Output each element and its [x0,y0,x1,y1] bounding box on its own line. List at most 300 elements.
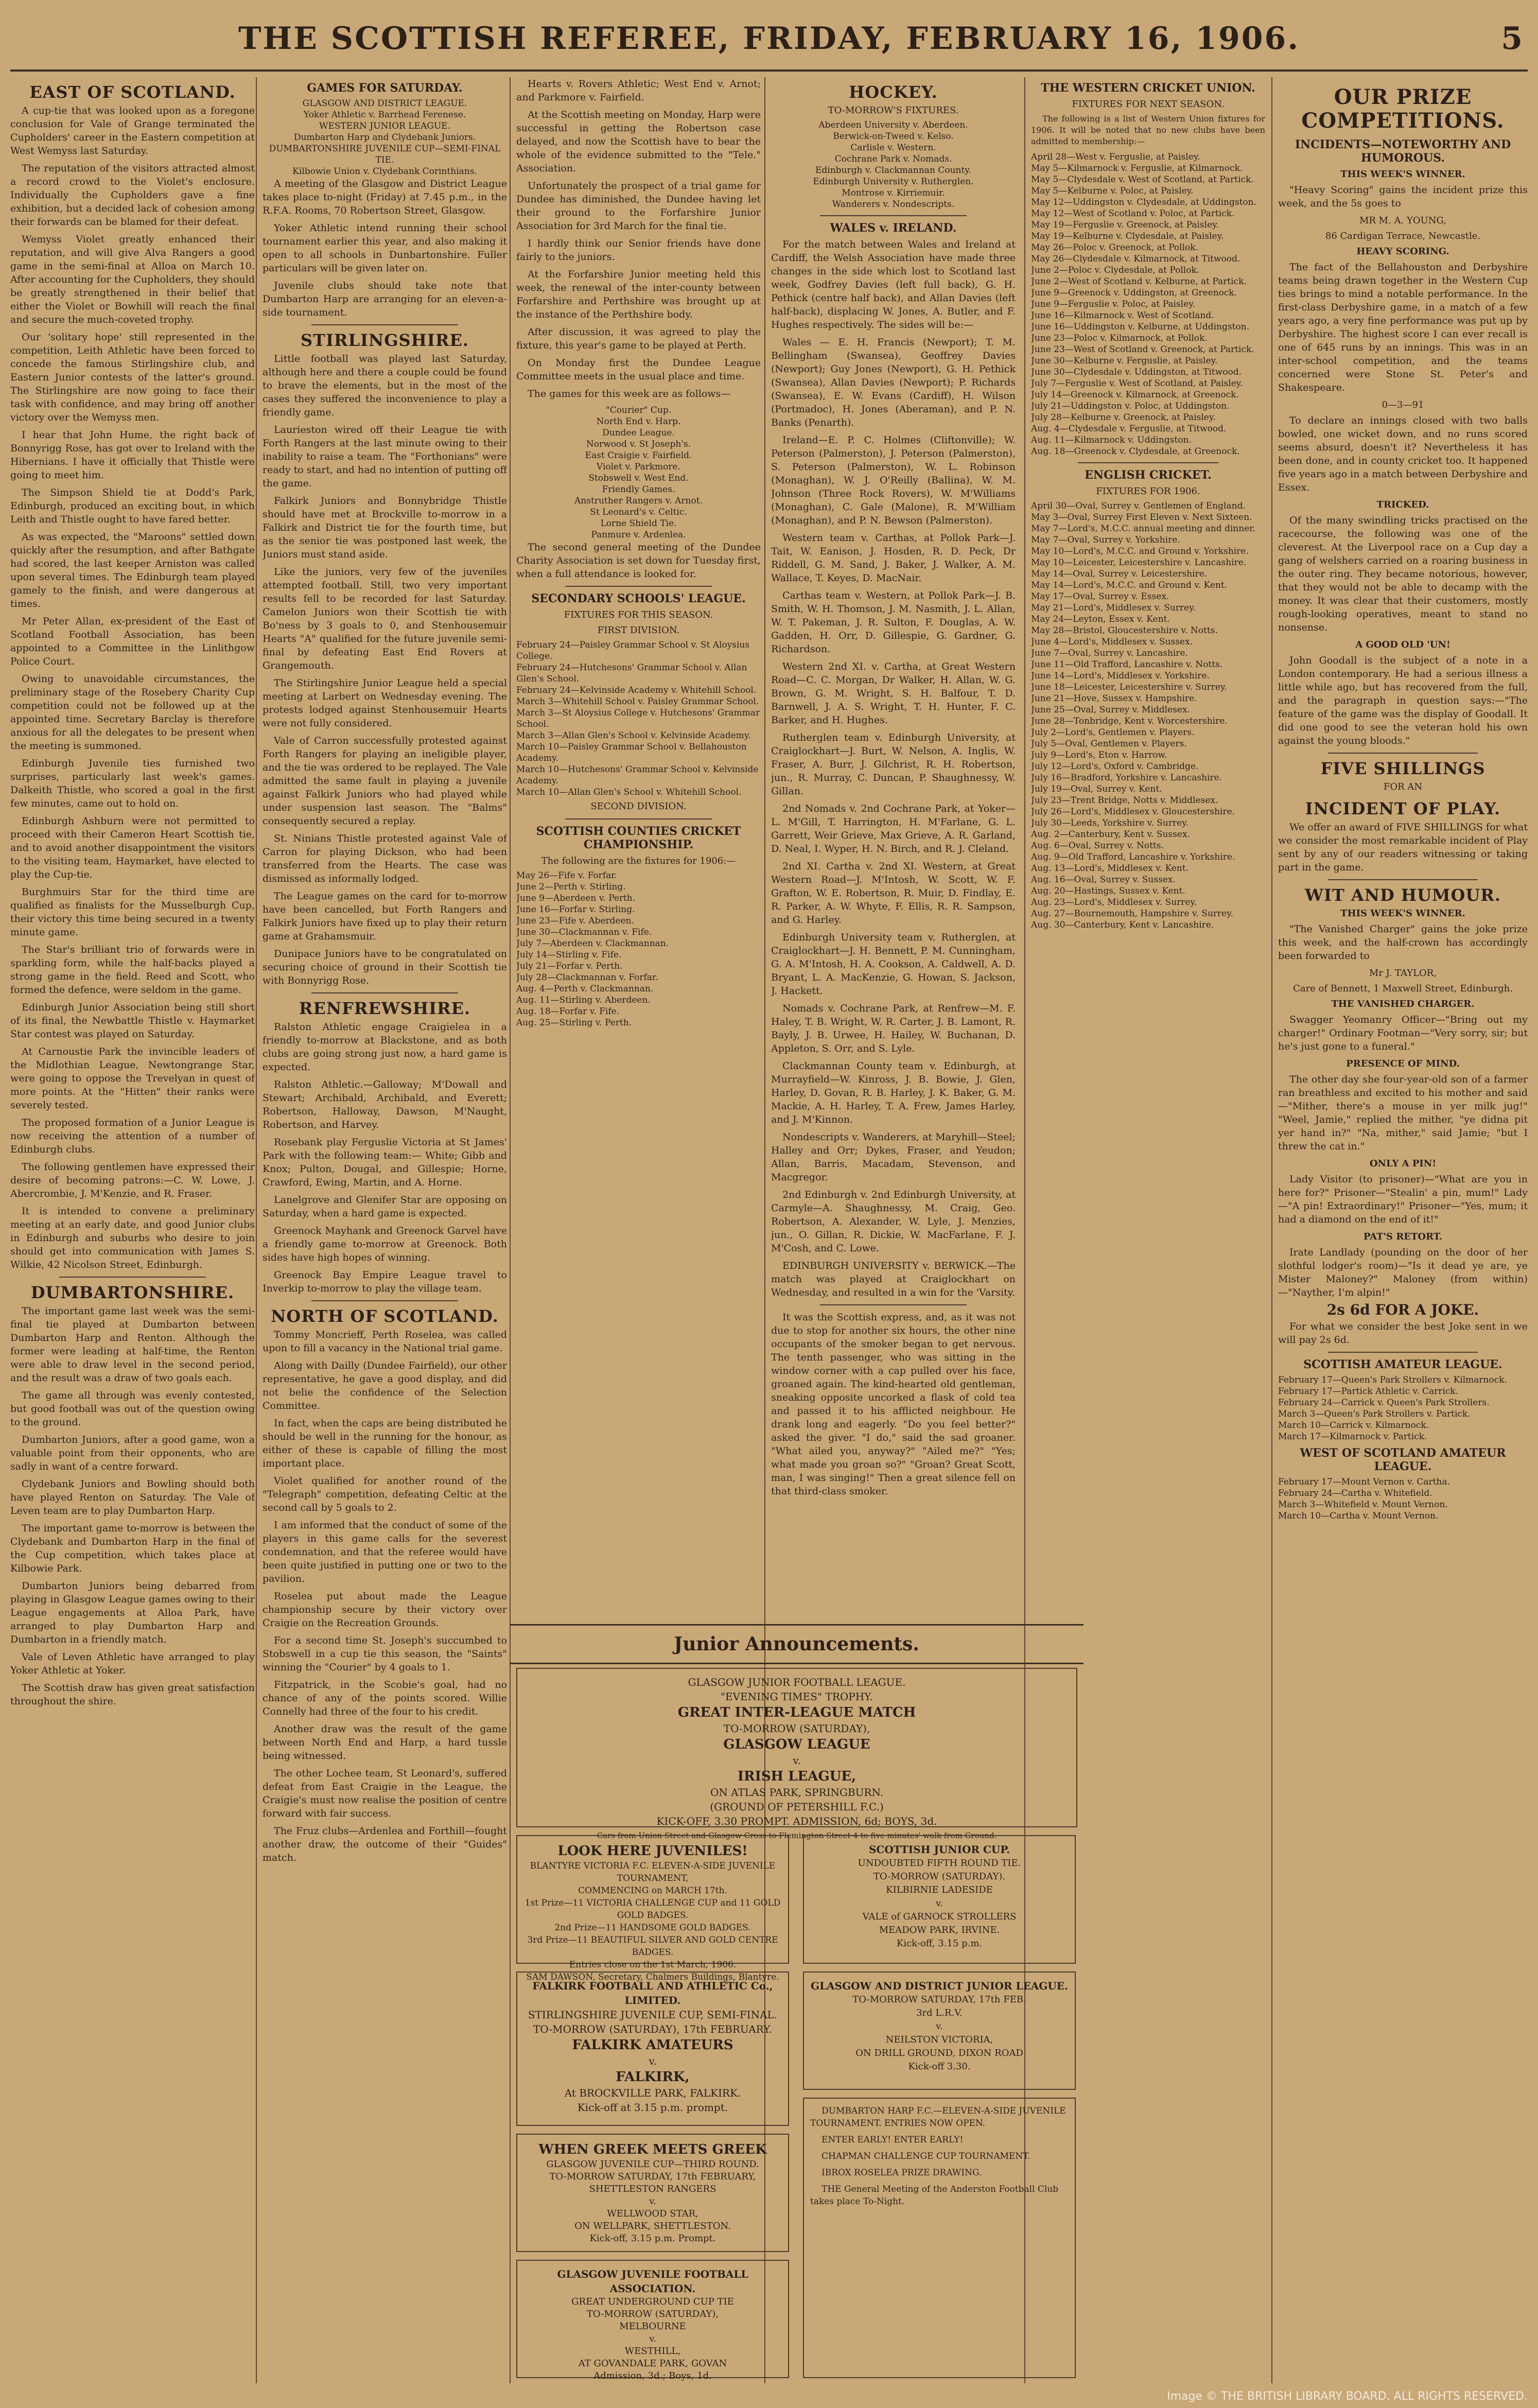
text-line: March 10—Carrick v. Kilmarnock. [1278,1420,1429,1430]
text-line: March 10—Allan Glen's School v. Whitehill School. [516,787,742,797]
text-line: Berwick-on-Tweed v. Kelso. [833,131,954,142]
text-line: I am informed that the conduct of some of the players in this game calls for the severest condemnation, and that the referee would have been quite justified in putting one or two to the pavilion. [263,1520,507,1584]
text-line: Juvenile clubs should take note that Dumbarton Harp are arranging for an eleven-a-side tournament. [263,280,507,318]
text-line: Mr Peter Allan, ex-president of the East of Scotland Football Association, has been appointed to a Committee in the Linlithgow Police Court. [10,616,255,667]
text-line: March 3—Queen's Park Strollers v. Partick. [1278,1409,1471,1419]
text-line: June 23—Poloc v. Kilmarnock, at Pollok. [1031,333,1208,343]
text-line: Kick-off, 3.15 p.m. Prompt. [589,2233,716,2244]
text-line: May 7—Lord's, M.C.C. annual meeting and dinner. [1031,524,1255,534]
text-line: July 21—Forfar v. Perth. [516,961,623,971]
text-line: As was expected, the "Maroons" settled down quickly after the resumption, and after Bathgate had scored, the last keeper Arniston was called upon several times. The Edinburgh team played gamely to the finish, and were dangerous at times. [10,531,255,609]
score-line: 0—3—91 [1382,399,1424,410]
section-heading: SCOTTISH COUNTIES CRICKET CHAMPIONSHIP. [536,825,741,851]
section-subheading: INCIDENTS—NOTEWORTHY AND HUMOROUS. [1295,138,1511,165]
section-heading: FIVE SHILLINGS [1320,759,1485,778]
text-line: July 28—Kelburne v. Greenock, at Paisley. [1031,412,1216,423]
column-hockey [771,77,1016,1616]
text-line: June 2—Poloc v. Clydesdale, at Pollok. [1031,265,1200,275]
text-line: Kick-off, 3.15 p.m. [896,1938,983,1949]
text-line: Little football was played last Saturday, although here and there a couple could be found to brave the elements, but in the most of the cases they suffered the inconvenience to play a friendly game. [263,353,507,418]
ad-line: TO-MORROW (SATURDAY), [723,1722,870,1735]
text-line: TO-MORROW SATURDAY, 17th FEBRUARY, [549,2171,756,2182]
section-heading: THE WESTERN CRICKET UNION. [1041,81,1255,95]
text-line: The important game last week was the semi-final tie played at Dumbarton between Dumbarton Harp and Renton. Although the former were leading at half-time, the Renton were able to draw level in the second period, and the result was a draw of two goals each. [10,1305,255,1384]
ad-headline: FALKIRK FOOTBALL AND ATHLETIC Co., LIMITED. [532,1980,773,2006]
text-line: Unfortunately the prospect of a trial game for Dundee has diminished, the Dundee having let their ground to the Forfarshire Junior Association for 3rd March for the final tie. [516,180,761,232]
text-line: Lanelgrove and Glenifer Star are opposing on Saturday, when a hard game is expected. [263,1194,507,1219]
text-line: WELLWOOD STAR, [607,2208,698,2219]
text-line: July 28—Clackmannan v. Forfar. [516,972,658,983]
text-line: February 17—Queen's Park Strollers v. Kilmarnock. [1278,1375,1507,1385]
text-line: Rosebank play Ferguslie Victoria at St James' Park with the following team:— White; Gibb and Knox; Pulton, Dougal, and Gillespie; Horne, Crawford, Ewing, Martin, and A. Horne. [263,1137,507,1188]
text-line: COMMENCING on MARCH 17th. [578,1886,727,1896]
text-line: The Star's brilliant trio of forwards were in sparkling form, while the half-backs played a strong game in the field. Reed and Scott, who formed the defence, were seldom in the game. [10,944,255,996]
text-line: Wales — E. H. Francis (Newport); T. M. Bellingham (Swansea), Geoffrey Davies (Newport); Guy Jones (Newport), G. H. Pethick (Swansea), Allan Davies (Newport); P. Richards (Swansea), E. W. Evans (Cardiff), H. Wilson (Portmadoc), H. Jones (Aberaman), and P. N. Banks (Penarth). [771,337,1016,428]
joke-prize-text: For what we consider the best Joke sent in we will pay 2s 6d. [1278,1321,1528,1346]
ad-line: Kick-off at 3.15 p.m. prompt. [577,2101,728,2114]
divider [565,818,712,819]
text-line: June 2—West of Scotland v. Kelburne, at Partick. [1031,276,1247,287]
article-body [263,352,507,987]
section-heading: DUMBARTONSHIRE. [30,1283,235,1302]
text-line: Ireland—E. P. C. Holmes (Cliftonville); W. Peterson (Palmerston), J. Peterson (Palmerston), S. Peterson (Palmerston), W. L. Robinson (Monaghan), W. J. O'Reilly (Ballina), W. M. Johnson (Three Rock Rovers), W. M'Williams (Monaghan), C. Gale (Malone), R. M'William (Monaghan), and P. N. Bewson (Palmerston). [771,434,1016,526]
text-line: Violet qualified for another round of the "Telegraph" competition, defeating Celtic at the second call by 5 goals to 2. [263,1475,507,1513]
divider [1328,1352,1478,1353]
text-line: June 2—Perth v. Stirling. [516,882,626,892]
column-rule [256,77,257,2383]
text-line: 3rd Prize—11 BEAUTIFUL SILVER AND GOLD CENTRE BADGES. [527,1935,778,1958]
ad-falkirk [516,1971,789,2126]
article-body [516,77,761,383]
text-line: Fitzpatrick, in the Scobie's goal, had no chance of any of the points scored. Willie Connelly had three of the four to his credit. [263,1679,507,1717]
ad-headline: IRISH LEAGUE, [737,1769,857,1784]
story-text: To declare an innings closed with two balls bowled, one wicket down, and no runs scored seems absurd, doesn't it? Nevertheless it has been done, and in county cricket too. It happened five years ago in a match between Derbyshire and Essex. [1278,415,1528,493]
text-line: v. [649,2333,656,2344]
text-line: Ralston Athletic.—Galloway; M'Dowall and Stewart; Archibald, Archibald, and Everett; Robertson, Halloway, Dawson, M'Naught, Robertson, and Harvey. [263,1079,507,1130]
text-line: July 19—Oval, Surrey v. Kent. [1031,784,1162,794]
text-line: Another draw was the result of the game between North End and Harp, a hard tussle being witnessed. [263,1723,507,1761]
section-heading: WALES v. IRELAND. [830,221,957,235]
section-heading: SCOTTISH AMATEUR LEAGUE. [1303,1358,1502,1371]
joke-text: Irate Landlady (pounding on the door of her slothful lodger's room)—"Is it dead ye are, ye Mister Maloney?" Maloney (from within)—"Nayther, I'm alpin!" [1278,1247,1528,1298]
text-line: The game all through was evenly contested, but good football was out of the question owing to the ground. [10,1390,255,1428]
ad-line: "EVENING TIMES" TROPHY. [720,1690,873,1703]
text-line: A cup-tie that was looked upon as a foregone conclusion for Vale of Grange terminated the Cupholders' career in the Eastern competition at West Wemyss last Saturday. [10,105,255,156]
text-line: 2nd Edinburgh v. 2nd Edinburgh University, at Carmyle—A. Shaughnessy, M. Craig, Geo. Robertson, A. Alexander, W. Lyle, J. Menzies, jun., O. Gillan, R. Dickie, W. MacFarlane, F. J. M'Cosh, and C. Lowe. [771,1189,1016,1254]
text-line: The proposed formation of a Junior League is now receiving the attention of a number of Edinburgh clubs. [10,1117,255,1155]
text-line: Aug. 11—Stirling v. Aberdeen. [516,995,651,1005]
text-line: SHETTLESTON RANGERS [589,2184,716,2194]
text-line: The League games on the card for to-morrow have been cancelled, but Forth Rangers and Falkirk Juniors have fixed up to play their return game at Grahamsmuir. [263,891,507,942]
text-line: Edinburgh Juvenile ties furnished two surprises, particularly last week's games. Dalkeith Thistle, who scored a goal in the first few minutes, came out to hold on. [10,758,255,809]
fixture-list [1278,1374,1528,1442]
joke-text: Swagger Yeomanry Officer—"Bring out my charger!" Ordinary Footman—"Very sorry, sir; but he's just gone to a funeral." [1278,1014,1528,1052]
text-line: GLASGOW JUVENILE CUP—THIRD ROUND. [546,2159,759,2170]
section-subheading: FIXTURES FOR NEXT SEASON. [1072,99,1225,110]
text-line: July 14—Stirling v. Fife. [516,950,622,960]
page-number: 5 [1501,21,1523,57]
fixture-list [516,639,761,798]
text-line: Aug. 9—Old Trafford, Lancashire v. Yorkshire. [1031,852,1235,862]
text-line: Wemyss Violet greatly enhanced their reputation, and will give Alva Rangers a good game in the semi-final at Alloa on March 10. After accounting for the Cupholders, they should be greatly strengthened in their belief that either the Violet or Bowhill will reach the final and secure the much-coveted trophy. [10,234,255,325]
text-line: May 5—Kelburne v. Poloc, at Paisley. [1031,186,1194,196]
text-line: July 26—Lord's, Middlesex v. Gloucestershire. [1031,807,1235,817]
text-line: Clydebank Juniors and Bowling should both have played Renton on Saturday. The Vale of Leven team are to play Dumbarton Harp. [10,1478,255,1516]
text-line: June 28—Tonbridge, Kent v. Worcestershire. [1031,716,1228,726]
article-body [263,177,507,319]
text-line: AT GOVANDALE PARK, GOVAN [578,2358,727,2369]
text-line: June 16—Uddingston v. Kelburne, at Uddingston. [1031,322,1250,332]
ad-line: (GROUND OF PETERSHILL F.C.) [710,1801,884,1813]
text-line: v. [649,2196,656,2207]
text-line: February 24—Paisley Grammar School v. St Aloysius College. [516,640,750,661]
section-heading: OUR PRIZE COMPETITIONS. [1301,85,1505,133]
text-line: June 9—Ferguslie v. Poloc, at Paisley. [1031,299,1195,309]
text-line: July 12—Lord's, Oxford v. Cambridge. [1031,761,1199,772]
text-line: June 4—Lord's, Middlesex v. Sussex. [1031,637,1193,647]
joke-title: PAT'S RETORT. [1363,1231,1443,1242]
text-line: The following gentlemen have expressed their desire of becoming patrons:—C. W. Lowe, J. Abercrombie, J. M'Kenzie, and R. Fraser. [10,1161,255,1199]
ad-line: ON ATLAS PARK, SPRINGBURN. [710,1786,884,1799]
ad-line: TO-MORROW (SATURDAY), 17th FEBRUARY. [533,2023,773,2035]
text-line: East Craigie v. Fairfield. [585,450,692,461]
ad-glasgow-league [516,1668,1077,1840]
article-body [10,1304,255,1708]
story-title: TRICKED. [1376,499,1429,510]
column-dundee-schools-counties [516,77,761,1616]
text-line: TO-MORROW (SATURDAY), [586,2309,719,2319]
text-line: ON DRILL GROUND, DIXON ROAD [855,2048,1023,2058]
text-line: Montrose v. Kirriemuir. [842,188,945,198]
text-line: July 7—Ferguslie v. West of Scotland, at Paisley. [1031,378,1243,389]
fixture-list [1031,500,1265,931]
text-line: Edinburgh University team v. Rutherglen, at Craiglockhart—J. H. Bennett, P. M. Cunningham, G. A. M'Intosh, H. A. Cookson, A. Caldwell, A. D. Bryant, L. A. MacKenzie, G. Howan, S. Jackson, J. Hackett. [771,932,1016,997]
text-line: Hearts v. Rovers Athletic; West End v. Arnot; and Parkmore v. Fairfield. [516,78,761,103]
text-line: May 10—Lord's, M.C.C. and Ground v. Yorkshire. [1031,546,1249,556]
section-heading: SECONDARY SCHOOLS' LEAGUE. [531,592,746,605]
text-line: UNDOUBTED FIFTH ROUND TIE. [858,1858,1021,1869]
text-line: Aug. 23—Lord's, Middlesex v. Surrey. [1031,897,1197,908]
text-line: Lorne Shield Tie. [600,518,677,529]
text-line: Greenock Bay Empire League travel to Inverkip to-morrow to play the village team. [263,1269,507,1294]
story-title: A GOOD OLD 'UN! [1355,639,1450,650]
story-text: John Goodall is the subject of a note in a London contemporary. He had a serious illness a little while ago, but has recovered from the full, and the paragraph in question says:—"The feature of the game was the display of Goodall. It did one good to see the veteran hold his own against the young bloods." [1278,655,1528,746]
fixtures-intro: The games for this week are as follows— [528,388,731,399]
ad-headline: GLASGOW JUVENILE FOOTBALL ASSOCIATION. [557,2268,748,2295]
section-heading: WEST OF SCOTLAND AMATEUR LEAGUE. [1300,1446,1506,1473]
text-line: St. Ninians Thistle protested against Vale of Carron for playing Dickson, who had been transferred from the Hearts. The case was dismissed as informally lodged. [263,833,507,884]
text-line: NEILSTON VICTORIA, [885,2034,993,2045]
story-title: HEAVY SCORING. [1356,246,1449,257]
section-heading: RENFREWSHIRE. [299,999,471,1018]
ad-headline: SCOTTISH JUNIOR CUP. [868,1843,1010,1856]
text-line: June 14—Lord's, Middlesex v. Yorkshire. [1031,671,1210,681]
text-line: CHAPMAN CHALLENGE CUP TOURNAMENT. [822,2151,1030,2161]
text-line: May 26—Fife v. Forfar. [516,870,617,881]
text-line: Aug. 30—Canterbury, Kent v. Lancashire. [1031,920,1214,930]
text-line: May 26—Clydesdale v. Kilmarnock, at Titwood. [1031,254,1240,264]
divider [1328,879,1478,880]
text-line: Vale of Carron successfully protested against Forth Rangers for playing an ineligible player, and the tie was ordered to be replayed. The Vale admitted the same fault in playing a juvenile against Falkirk Juniors who had played while under suspension last season. The "Balms" consequently secured a replay. [263,735,507,827]
text-line: VALE of GARNOCK STROLLERS [862,1911,1017,1922]
text-line: Nomads v. Cochrane Park, at Renfrew—M. F. Haley, T. B. Wright, W. R. Carter, J. B. Lamont, R. Bayly, J. B. Urwee, H. Hailey, W. Buchanan, D. Appleton, S. Orr, and S. Lyle. [771,1003,1016,1054]
joke-text: Lady Visitor (to prisoner)—"What are you in here for?" Prisoner—"Stealin' a pin, mum!" Lady—"A pin! Extraordinary!" Prisoner—"Yes, mum; it had a diamond on the end of it!" [1278,1174,1528,1225]
text-line: Rutherglen team v. Edinburgh University, at Craiglockhart—J. Burt, W. Nelson, A. Inglis, W. Fraser, A. Burr, J. Gilchrist, R. H. Robertson, jun., R. Murray, C. Duncan, P. Shaughnessy, W. Gillan. [771,732,1016,797]
text-line: July 5—Oval, Gentlemen v. Players. [1031,739,1187,749]
text-line: Aug. 2—Canterbury, Kent v. Sussex. [1031,829,1190,840]
text-line: The other Lochee team, St Leonard's, suffered defeat from East Craigie in the League, the Craigie's must now realise the position of centre forward with fair success. [263,1768,507,1819]
ad-headline: GLASGOW AND DISTRICT JUNIOR LEAGUE. [811,1980,1068,1992]
text-line: April 28—West v. Ferguslie, at Paisley. [1031,152,1200,162]
text-line: May 5—Kilmarnock v. Ferguslie, at Kilmarnock. [1031,163,1243,173]
section-subheading: TO-MORROW'S FIXTURES. [828,105,959,116]
text-line: The Scottish draw has given great satisfaction throughout the shire. [10,1682,255,1707]
text-line: Norwood v. St Joseph's. [586,439,691,449]
text-line: GLASGOW AND DISTRICT LEAGUE. [302,98,467,109]
text-line: February 24—Cartha v. Whitefield. [1278,1488,1432,1498]
text-line: February 17—Partick Athletic v. Carrick. [1278,1386,1459,1397]
column-games-stirling-renfrew-north [263,77,507,2383]
text-line: June 9—Aberdeen v. Perth. [516,893,636,903]
text-line: v. [936,1898,943,1909]
divider [820,215,967,216]
divider [565,586,712,587]
text-line: Ralston Athletic engage Craigielea in a friendly to-morrow at Blackstone, and as both clubs are going strong just now, a hard game is expected. [263,1021,507,1073]
section-heading: WIT AND HUMOUR. [1305,885,1501,905]
joke-text: The other day she four-year-old son of a farmer ran breathless and excited to his mother and said—"Mither, there's a mouse in yer milk jug!" "Weel, Jamie," replied the mither, "ye didna pit yer hand in?" "Na, mither," said Jamie; "but I threw the cat in." [1278,1074,1528,1152]
divider [311,1300,458,1301]
text-line: 2nd XI. Cartha v. 2nd XI. Western, at Great Western Road—J. M'Intosh, W. Scott, W. F. Grafton, W. E. Robertson, R. Muir, D. Findlay, E. R. Parker, A. W. Whyte, F. Ellis, R. R. Sampson, and G. Harley. [771,861,1016,926]
text-line: Edinburgh v. Clackmannan County. [815,165,972,176]
text-line: May 3—Oval, Surrey First Eleven v. Next Sixteen. [1031,512,1252,522]
text-line: May 7—Oval, Surrey v. Yorkshire. [1031,535,1180,545]
fixtures-intro: The following is a list of Western Union fixtures for 1906. It will be noted that no new clubs have been admitted to membership:— [1031,114,1265,146]
section-subheading: FIXTURES FOR THIS SEASON. [564,609,713,620]
text-line: The Stirlingshire Junior League held a special meeting at Larbert on Wednesday evening. The protests lodged against Stenhousemuir Hearts were not fully considered. [263,677,507,729]
text-line: 2nd Prize—11 HANDSOME GOLD BADGES. [554,1923,751,1933]
text-line: Carthas team v. Western, at Pollok Park—J. B. Smith, W. H. Thomson, J. M. Nasmith, J. L. Allan, W. T. Pakeman, J. R. Sulton, F. Douglas, A. W. Gadden, H. Orr, D. Gillespie, G. Gardner, G. Richardson. [771,590,1016,655]
text-line: At the Forfarshire Junior meeting held this week, the renewal of the inter-county between Forfarshire and Perthshire was brought up at the instance of the Perthshire body. [516,269,761,320]
text-line: March 3—St Aloysius College v. Hutchesons' Grammar School. [516,708,760,729]
text-line: Western 2nd XI. v. Cartha, at Great Western Road—C. C. Morgan, Dr Walker, H. Allan, W. G. Brown, G. M. Wright, S. H. Balfour, T. D. Barnwell, J. A. S. Wright, T. H. Hunter, F. C. Barker, and H. Hughes. [771,661,1016,726]
text-line: St Leonard's v. Celtic. [590,507,687,517]
text-line: At the Scottish meeting on Monday, Harp were successful in getting the Robertson case delayed, and now the Scottish have to bear the whole of the evidence submitted to the "Tele." Association. [516,109,761,174]
winner-text: "The Vanished Charger" gains the joke prize this week, and the half-crown has accordingly been forwarded to [1278,923,1528,962]
story-text: Of the many swindling tricks practised on the racecourse, the following was one of the cleverest. At the Liverpool race on a Cup day a gang of welshers carried on a roaring business in the outer ring. They became notorious, however, that they would not be able to decamp with the money. It was clear that their customers, mostly rough-looking operatives, meant to stand no nonsense. [1278,515,1528,633]
text-line: Aug. 18—Forfar v. Fife. [516,1006,620,1017]
winner-name: Mr J. TAYLOR, [1369,968,1437,979]
offer-text: We offer an award of FIVE SHILLINGS for what we consider the most remarkable incident of Play sent by any of our readers witnessing or taking part in the game. [1278,822,1528,873]
text-line: I hardly think our Senior friends have done fairly to the juniors. [516,238,761,263]
text-line: Aug. 16—Oval, Surrey v. Sussex. [1031,875,1176,885]
fixture-list [516,405,761,540]
article-body [10,104,255,1271]
text-line: March 3—Whitehill School v. Paisley Grammar School. [516,696,759,707]
ad-line: STIRLINGSHIRE JUVENILE CUP, SEMI-FINAL. [528,2009,778,2021]
fixture-list [1031,151,1265,457]
fixture-list [516,870,761,1028]
text-line: GREAT UNDERGROUND CUP TIE [571,2296,734,2307]
divider [1328,753,1478,754]
text-line: June 21—Hove, Sussex v. Hampshire. [1031,693,1197,704]
text-line: February 24—Kelvinside Academy v. Whitehill School. [516,685,757,695]
text-line: SAM DAWSON, Secretary, Chalmers Buildings, Blantyre. [526,1972,779,1982]
text-line: Yoker Athletic v. Barrhead Ferenese. [303,110,466,120]
division-heading: FIRST DIVISION. [597,625,680,636]
text-line: April 30—Oval, Surrey v. Gentlemen of England. [1031,501,1246,511]
text-line: The Simpson Shield tie at Dodd's Park, Edinburgh, produced an exciting bout, in which Leith and Thistle ought to have fared better. [10,487,255,525]
section-heading: STIRLINGSHIRE. [301,330,469,350]
text-line: June 7—Oval, Surrey v. Lancashire. [1031,648,1188,658]
column-cricket [1031,77,1265,2383]
text-line: 2nd Nomads v. 2nd Cochrane Park, at Yoker—L. M'Gill, T. Harrington, H. M'Farlane, G. L. Garrett, Weir Grieve, Max Grieve, A. R. Garland, D. Neal, I. Wyper, H. N. Birch, and R. J. Cleland. [771,803,1016,854]
text-line: Tommy Moncrieff, Perth Roselea, was called upon to fill a vacancy in the National trial game. [263,1329,507,1354]
text-line: I hear that John Hume, the right back of Bonnyrigg Rose, has got over to Ireland with the Hibernians. I have it officially that Thistle were going to meet him. [10,429,255,481]
text-line: June 30—Clydesdale v. Uddingston, at Titwood. [1031,367,1242,377]
ad-team: FALKIRK AMATEURS [572,2037,733,2053]
text-line: After discussion, it was agreed to play the fixture, this year's game to be played at Perth. [516,326,761,351]
text-line: March 10—Cartha v. Mount Vernon. [1278,1511,1439,1521]
text-line: Friendly Games. [602,484,675,495]
text-line: On Monday first the Dundee League Committee meets in the usual place and time. [516,357,761,382]
text-line: June 11—Old Trafford, Lancashire v. Notts. [1031,659,1223,670]
text-line: Aug. 4—Clydesdale v. Ferguslie, at Titwood. [1031,424,1227,434]
section-heading: HOCKEY. [849,82,938,102]
text-line: July 21—Uddingston v. Poloc, at Uddingston. [1031,401,1230,411]
text-line: "Courier" Cup. [605,405,672,415]
section-subheading: FIXTURES FOR 1906. [1096,486,1200,497]
text-line: Dumbarton Harp and Clydebank Juniors. [293,132,476,143]
text-line: IBROX ROSELEA PRIZE DRAWING. [822,2168,982,2178]
winner-text: "Heavy Scoring" gains the incident prize this week, and the 5s goes to [1278,184,1528,209]
text-line: Burghmuirs Star for the third time are qualified as finalists for the Musselburgh Cup, their victory this time being secured in a twenty minute game. [10,886,255,938]
column-east-of-scotland [10,77,255,2383]
text-line: Roselea put about made the League championship secure by their victory over Craigie on the Recreation Grounds. [263,1591,507,1629]
text-line: Vale of Leven Athletic have arranged to play Yoker Athletic at Yoker. [10,1651,255,1676]
text-line: 3rd L.R.V. [916,2008,963,2018]
ad-lines [523,1860,782,1983]
text-line: Cochrane Park v. Nomads. [834,154,952,164]
text-line: Aug. 13—Lord's, Middlesex v. Kent. [1031,863,1189,874]
ad-headline: WHEN GREEK MEETS GREEK [538,2142,767,2157]
text-line: June 9—Greenock v. Uddingston, at Greenock. [1031,288,1237,298]
text-line: May 12—West of Scotland v. Poloc, at Partick. [1031,208,1235,219]
text-line: July 16—Bradford, Yorkshire v. Lancashire. [1031,773,1222,783]
ad-blantyre-juveniles [516,1835,789,1982]
article-body [263,1020,507,1295]
text-line: Nondescripts v. Wanderers, at Maryhill—Steel; Halley and Orr; Dykes, Fraser, and Yeudon; Allan, Barris, Macadam, Stevenson, and Macgregor. [771,1131,1016,1183]
text-line: February 17—Mount Vernon v. Cartha. [1278,1477,1450,1487]
text-line: Kick-off 3.30. [908,2061,971,2072]
divider [311,324,458,325]
text-line: Stobswell v. West End. [588,473,689,483]
text-line: June 25—Oval, Surrey v. Middlesex. [1031,705,1190,715]
fixture-list [263,98,507,177]
text-line: July 7—Aberdeen v. Clackmannan. [516,938,669,949]
division-heading: SECOND DIVISION. [590,801,687,812]
text-line: Admission, 3d.; Boys, 1d. [593,2370,712,2381]
ad-lines [810,1857,1069,1950]
joke-title: ONLY A PIN! [1369,1158,1437,1169]
copyright-notice: Image © THE BRITISH LIBRARY BOARD. ALL RIGHTS RESERVED. [1167,2390,1528,2403]
text-line: TO-MORROW (SATURDAY). [873,1871,1006,1882]
text-line: Aug. 11—Kilmarnock v. Uddingston. [1031,435,1192,445]
text-line: Yoker Athletic intend running their school tournament earlier this year, and also making it open to all schools in Dunbartonshire. Fuller particulars will be given later on. [263,222,507,274]
text-line: May 5—Clydesdale v. West of Scotland, at Partick. [1031,175,1254,185]
text-line: February 24—Carrick v. Queen's Park Strollers. [1278,1398,1490,1408]
text-line: DUMBARTON HARP F.C.—ELEVEN-A-SIDE JUVENILE TOURNAMENT. ENTRIES NOW OPEN. [810,2106,1066,2128]
story-text: The fact of the Bellahouston and Derbyshire teams being drawn together in the Western Cup ties brings to mind a notable performance. In the first-class Derbyshire game, in a match of a few years ago, a very fine performance was put up by Derbyshire. The highest score I can ever recall is one of 645 runs by an innings. This was in an inter-school competition, and the teams concerned were Stone St. Peter's and Shakespeare. [1278,261,1528,393]
text-line: Clackmannan County team v. Edinburgh, at Murrayfield—W. Kinross, J. B. Bowie, J. Glen, Harley, D. Govan, R. B. Harley, J. K. Baker, G. M. Mackie, A. H. Harley, T. A. Frew, James Harley, and J. M'Kinnon. [771,1060,1016,1125]
ad-line: v. [649,2055,657,2067]
text-line: Aberdeen University v. Aberdeen. [818,120,968,130]
joke-prize-heading: 2s 6d FOR A JOKE. [1326,1301,1479,1318]
text-line: May 19—Ferguslie v. Greenock, at Paisley. [1031,220,1219,230]
winner-address: 86 Cardigan Terrace, Newcastle. [1325,231,1481,241]
text-line: Dumbarton Juniors being debarred from playing in Glasgow League games owing to their League engagements at Alloa Park, have arranged to play Dumbarton Harp and Dumbarton in a friendly match. [10,1580,255,1645]
ad-line: v. [793,1754,801,1767]
text-line: MELBOURNE [619,2321,686,2332]
joke-title: PRESENCE OF MIND. [1346,1058,1460,1069]
ad-lines [523,2158,782,2245]
text-line: June 16—Forfar v. Stirling. [516,904,635,915]
divider [311,992,458,993]
ad-glasgow-juvenile-assoc [516,2260,789,2381]
section-heading: EAST OF SCOTLAND. [29,82,236,102]
text-line: May 26—Poloc v. Greenock, at Pollok. [1031,242,1198,253]
text-line: BLANTYRE VICTORIA F.C. ELEVEN-A-SIDE JUVENILE TOURNAMENT, [530,1861,776,1883]
column-rule [1271,77,1272,2383]
column-prize-competitions [1278,77,1528,2383]
text-line: Anstruther Rangers v. Arnot. [574,496,703,506]
text-line: ENTER EARLY! ENTER EARLY! [822,2135,964,2145]
winner-heading: THIS WEEK'S WINNER. [1340,908,1465,919]
section-heading: INCIDENT OF PLAY. [1305,799,1501,818]
text-line: May 14—Oval, Surrey v. Leicestershire. [1031,569,1208,579]
text-line: Along with Dailly (Dundee Fairfield), our other representative, he gave a good display, and did not belie the confidence of the Selection Committee. [263,1360,507,1411]
text-line: DUMBARTONSHIRE JUVENILE CUP—SEMI-FINAL TIE. [269,144,501,165]
text-line: June 23—Fife v. Aberdeen. [516,916,634,926]
ad-shettleston [516,2134,789,2252]
text-line: Laurieston wired off their League tie with Forth Rangers at the last minute owing to their inability to raise a team. The "Forthonians" were ready to start, and had no intention of putting off the game. [263,424,507,489]
text-line: It is intended to convene a preliminary meeting at an early date, and good Junior clubs in Edinburgh and suburbs who desire to join should get into communication with James S. Wilkie, 42 Nicolson Street, Edinburgh. [10,1206,255,1270]
text-line: For a second time St. Joseph's succumbed to Stobswell in a cup tie this season, the "Saints" winning the "Courier" by 4 goals to 1. [263,1635,507,1673]
section-subheading: FOR AN [1383,781,1423,792]
ad-headline: LOOK HERE JUVENILES! [557,1843,748,1859]
ad-line: Cars from Union Street and Glasgow Cross to Flemington Street 4 to five minutes' walk from Ground. [597,1831,997,1840]
joke-title: THE VANISHED CHARGER. [1331,999,1475,1009]
text-line: A meeting of the Glasgow and District League takes place to-night (Friday) at 7.45 p.m., in the R.F.A. Rooms, 70 Robertson Street, Glasgow. [263,178,507,216]
text-line: May 19—Kelburne v. Clydesdale, at Paisley. [1031,231,1224,241]
junior-announcements-banner: Junior Announcements. [510,1624,1083,1664]
text-line: The important game to-morrow is between the Clydebank and Dumbarton Harp in the final of the Cup competition, which takes place at Kilbowie Park. [10,1523,255,1574]
text-line: Edinburgh Junior Association being still short of its final, the Newbattle Thistle v. Haymarket Star contest was played on Saturday. [10,1002,255,1040]
text-line: North End v. Harp. [596,416,681,427]
text-line: March 3—Whitefield v. Mount Vernon. [1278,1499,1448,1510]
text-line: May 21—Lord's, Middlesex v. Surrey. [1031,603,1196,613]
fixture-list [771,119,1016,210]
text-line: Edinburgh University v. Rutherglen. [813,177,974,187]
section-subheading: The following are the fixtures for 1906:— [541,856,736,866]
text-line: Aug. 25—Stirling v. Perth. [516,1018,632,1028]
text-line: July 9—Lord's, Eton v. Harrow. [1031,750,1167,760]
text-line: June 23—West of Scotland v. Greenock, at Partick. [1031,344,1254,355]
ad-line: At BROCKVILLE PARK, FALKIRK. [564,2087,741,2099]
article-body [263,1328,507,1864]
fixture-list [1278,1476,1528,1522]
text-line: ON WELLPARK, SHETTLESTON. [574,2221,731,2231]
charity-note: The second general meeting of the Dundee Charity Association is set down for Tuesday first, when a full attendance is looked for. [516,542,761,580]
